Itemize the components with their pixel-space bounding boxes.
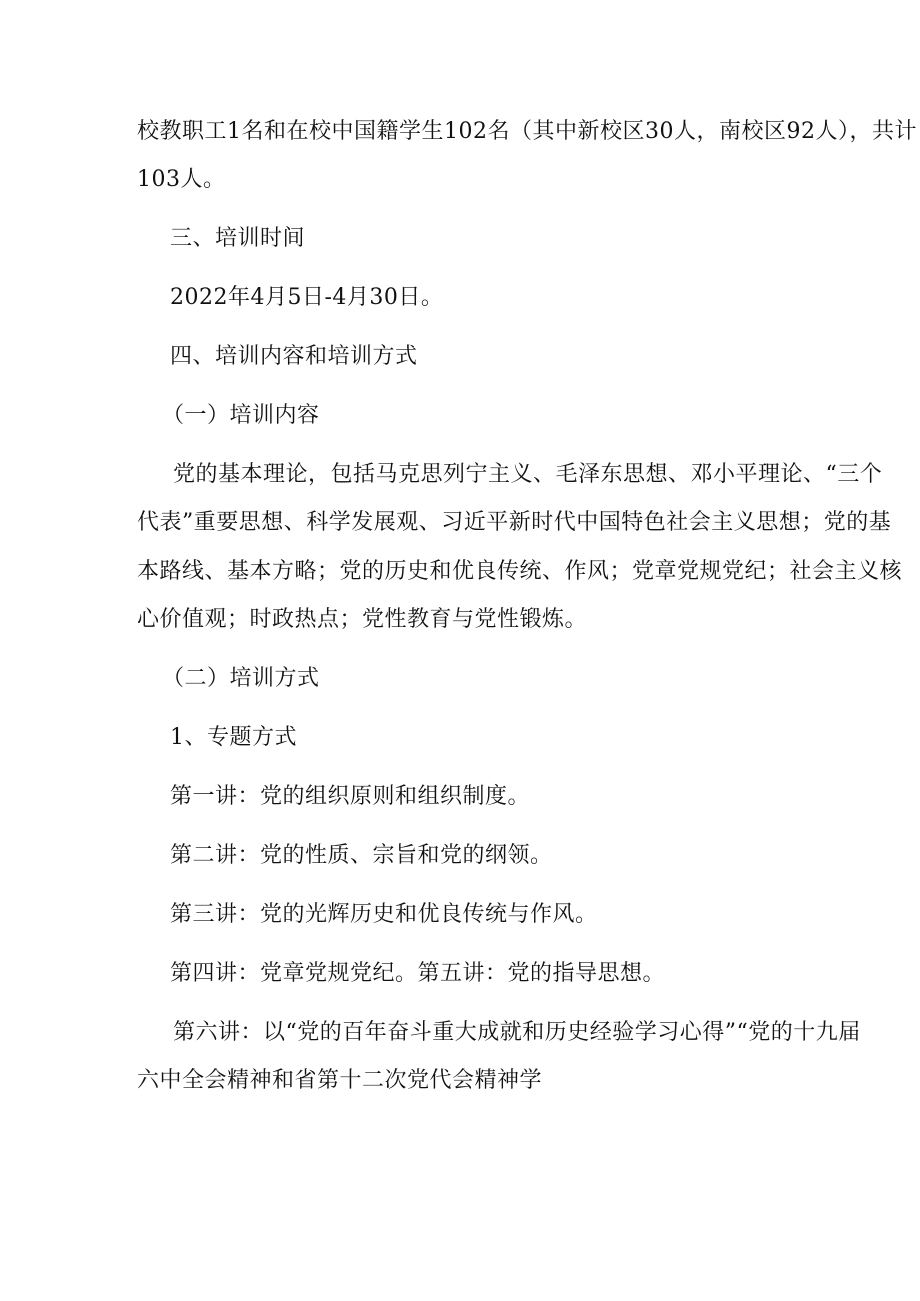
subheading-training-method: （二）培训方式 bbox=[162, 666, 320, 691]
content-paragraph-line-4: 心价值观；时政热点；党性教育与党性锻炼。 bbox=[137, 607, 588, 632]
content-paragraph-line-1: 党的基本理论，包括马克思列宁主义、毛泽东思想、邓小平理论、“三个 bbox=[173, 462, 883, 487]
heading-training-time: 三、培训时间 bbox=[170, 226, 306, 251]
training-time-value: 2022年4月5日-4月30日。 bbox=[170, 285, 444, 310]
item-special-topic-method: 1、专题方式 bbox=[170, 725, 297, 750]
content-paragraph-line-2: 代表”重要思想、科学发展观、习近平新时代中国特色社会主义思想；党的基 bbox=[137, 510, 892, 535]
lecture-6-line-1: 第六讲：以“党的百年奋斗重大成就和历史经验学习心得”“党的十九届 bbox=[173, 1020, 861, 1045]
heading-training-content-method: 四、培训内容和培训方式 bbox=[170, 344, 418, 369]
paragraph-participants-line-2: 103人。 bbox=[137, 167, 226, 192]
lecture-1: 第一讲：党的组织原则和组织制度。 bbox=[170, 784, 531, 809]
lecture-4-5: 第四讲：党章党规党纪。第五讲：党的指导思想。 bbox=[170, 961, 666, 986]
content-paragraph-line-3: 本路线、基本方略；党的历史和优良传统、作风；党章党规党纪；社会主义核 bbox=[137, 559, 903, 584]
subheading-training-content: （一）培训内容 bbox=[162, 403, 320, 428]
paragraph-participants-line-1: 校教职工1名和在校中国籍学生102名（其中新校区30人，南校区92人），共计 bbox=[137, 119, 917, 144]
lecture-6-line-2: 六中全会精神和省第十二次党代会精神学 bbox=[137, 1068, 543, 1093]
lecture-3: 第三讲：党的光辉历史和优良传统与作风。 bbox=[170, 902, 598, 927]
lecture-2: 第二讲：党的性质、宗旨和党的纲领。 bbox=[170, 843, 553, 868]
